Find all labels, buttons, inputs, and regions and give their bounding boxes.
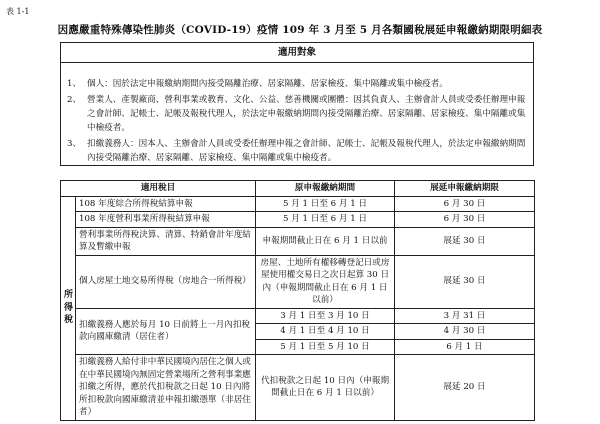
original-period-cell: 申報期間截止日在 6 月 1 日以前 [256,227,395,255]
table-row [61,255,535,308]
scope-item-text: 個人：因於法定申報繳納期間內接受隔離治療、居家隔離、居家檢疫、集中隔離或集中檢疫者。 [87,79,448,89]
extended-deadline-cell: 6 月 30 日 [395,196,535,212]
category-cell: 所得稅 [61,196,76,420]
original-period-cell: 5 月 1 日至 5 月 10 日 [256,339,395,355]
original-period-cell: 代扣稅款之日起 10 日內（申報期間截止日在 6 月 1 日以前） [256,355,395,421]
original-period-cell: 5 月 1 日至 6 月 1 日 [256,196,395,212]
original-period-cell: 房屋、土地所有權移轉登記日或房屋使用權交易日之次日起算 30 日內（申報期間截止日在 6 月 1 日以前） [256,255,395,308]
scope-item-text: 扣繳義務人：因本人、主辦會計人員或受委任辦理申報之會計師、記帳士、記帳及報稅代理人，於法定申報繳納期間內接受隔離治療、居家隔離、居家檢疫、集中隔離或集中檢疫者。 [87,139,526,163]
scope-item-number: 3、 [67,139,82,149]
tax-item-cell: 扣繳義務人應於每月 10 日前將上一月內扣稅款向國庫繳清（居住者） [76,308,256,355]
table-row [61,212,535,228]
tax-item-cell: 108 年度綜合所得稅結算申報 [76,196,256,212]
original-period-cell: 4 月 1 日至 4 月 10 日 [256,324,395,340]
tax-item-cell: 扣繳義務人給付非中華民國境內居住之個人或在中華民國境內無固定營業場所之營利事業應扣繳之所得，應於代扣稅款之日起 10 日內將所扣稅款向國庫繳清並申報扣繳憑單（非居住者） [76,355,256,421]
tax-item-cell: 營利事業所得稅決算、清算、特銷會計年度結算及暫繳申報 [76,227,256,255]
header-original-period: 原申報繳納期間 [256,181,395,197]
original-period-cell: 3 月 1 日至 3 月 10 日 [256,308,395,324]
extended-deadline-cell: 6 月 30 日 [395,212,535,228]
scope-item [67,93,527,135]
scope-header: 適用對象 [61,43,533,63]
extended-deadline-cell: 4 月 30 日 [395,324,535,340]
scope-box [60,42,534,166]
scope-item-number: 2、 [67,95,82,105]
scope-item [67,137,527,165]
scope-item-number: 1、 [67,79,82,89]
extended-deadline-cell: 3 月 31 日 [395,308,535,324]
extended-deadline-cell: 展延 30 日 [395,227,535,255]
table-row [61,196,535,212]
table-row [61,308,535,324]
tax-item-cell: 108 年度營利事業所得稅結算申報 [76,212,256,228]
header-tax-item: 適用稅目 [61,181,256,197]
extended-deadline-cell: 展延 20 日 [395,355,535,421]
deadline-table [60,180,535,421]
table-header-row [61,181,535,197]
scope-item-text: 營業人、產製廠商、營利事業或教育、文化、公益、慈善機關或團體：因其負責人、主辦會計人員或受委任辦理申報之會計師、記帳士、記帳及報稅代理人，於法定申報繳納期間內接受隔離治療、居家隔離、居家檢疫、集中隔離或集中檢疫者。 [87,95,526,133]
table-row [61,227,535,255]
table-tag: 表 1-1 [6,7,30,16]
extended-deadline-cell: 6 月 1 日 [395,339,535,355]
tax-item-cell: 個人房屋土地交易所得稅（房地合一所得稅） [76,255,256,308]
table-row [61,355,535,421]
scope-item [67,77,527,91]
extended-deadline-cell: 展延 30 日 [395,255,535,308]
document-title: 因應嚴重特殊傳染性肺炎（COVID-19）疫情 109 年 3 月至 5 月各類國稅展延申報繳納期限明細表 [57,24,543,36]
scope-body [61,63,533,165]
header-extended-deadline: 展延申報繳納期限 [395,181,535,197]
original-period-cell: 5 月 1 日至 6 月 1 日 [256,212,395,228]
